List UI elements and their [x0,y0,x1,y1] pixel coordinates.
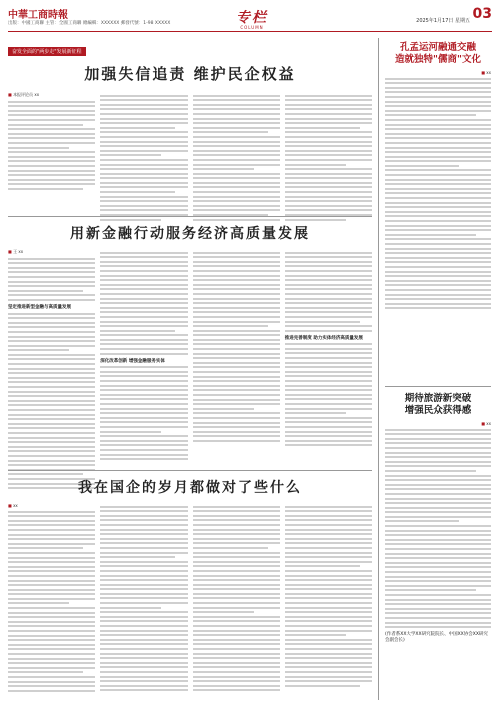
sidebar-article-1-byline: ■ xx [385,70,491,75]
article-1-headline: 加强失信追责 维护民企权益 [84,65,296,83]
sidebar-article-2-byline: ■ xx [385,421,491,426]
article-2-headline: 用新金融行动服务经济高质量发展 [70,226,310,242]
sidebar-article-2 [385,386,491,644]
issue-date: 2025年1月17日 星期五 [416,18,470,24]
sidebar-article-1-headline: 孔孟运河融通交融 [399,42,476,53]
article-2 [8,216,372,466]
article-2-byline: ■ 王 xx [8,249,95,255]
article-2-subhead: 推进完善制度 助力实体经济高质量发展 [284,335,363,341]
paper-meta: 出版：中國工商聯 主管：全國工商聯 總編輯：XXXXXX 郵發代號：1-98 XXXXX [8,21,171,26]
sidebar-article-1-headline-2: 造就独特"儒商"文化 [395,54,481,65]
section-subtitle: COLUMN [240,25,264,30]
masthead [8,6,492,32]
section-title: 专栏 [236,10,268,26]
paper-name: 中華工商時報 [8,10,68,21]
article-tag: 奋发全面的"两步走"发展新征程 [8,47,86,56]
sidebar [378,38,492,700]
sidebar-article-1 [385,42,491,309]
article-3 [8,470,372,700]
article-1 [8,38,372,210]
page-number: 03 [472,6,492,22]
article-1-byline: ■ 本报评论员 xx [8,92,95,98]
sidebar-article-2-headline: 期待旅游新突破 [404,393,472,404]
article-2-subhead: 深化改革创新 增强金融服务实体 [100,358,165,364]
author-note: (作者系XX大学XX研究院院长、中国XX协会XX研究会副会长) [385,632,488,644]
section-mark [222,7,282,30]
sidebar-article-2-headline-2: 增强民众获得感 [404,405,472,416]
main-area [8,38,372,700]
article-3-byline: ■ xx [8,503,95,508]
article-3-headline: 我在国企的岁月都做对了些什么 [78,480,302,496]
article-2-subhead: 坚定推进新型金融与高质量发展 [8,304,71,310]
